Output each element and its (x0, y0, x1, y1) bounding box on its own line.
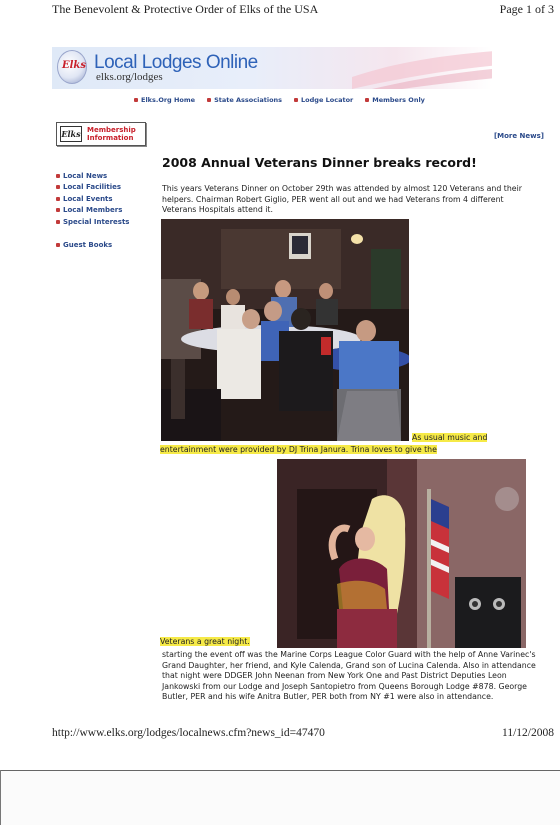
veterans-dinner-photo-art (161, 219, 409, 441)
bullet-icon (56, 208, 60, 212)
scan-edge (0, 770, 560, 825)
side-nav (56, 170, 129, 251)
article-title: 2008 Annual Veterans Dinner breaks record! (162, 155, 477, 170)
site-banner[interactable] (52, 47, 492, 89)
sidebar-item-local-news[interactable]: Local News (56, 170, 129, 182)
bullet-icon (294, 98, 298, 102)
elks-logo-icon: Elks (57, 50, 87, 84)
membership-line1: Membership (87, 126, 136, 134)
highlight-caption-a: As usual music and (412, 433, 488, 442)
bullet-icon (56, 220, 60, 224)
elks-logo-icon: Elks (60, 126, 82, 142)
scan-edge-line (0, 770, 1, 825)
membership-information-button[interactable] (56, 122, 146, 146)
bullet-icon (207, 98, 211, 102)
banner-title: Local Lodges Online (94, 52, 258, 73)
flag-swoosh-icon (352, 47, 492, 89)
highlight-caption-c: Veterans a great night. (160, 637, 250, 646)
sidebar-item-special-interests[interactable]: Special Interests (56, 216, 129, 228)
dj-performance-photo (277, 459, 526, 648)
dj-performance-photo-art (277, 459, 526, 648)
bullet-icon (56, 243, 60, 247)
bullet-icon (134, 98, 138, 102)
more-news-link[interactable]: [More News] (493, 132, 544, 140)
print-footer-date: 11/12/2008 (502, 727, 554, 739)
bullet-icon (56, 197, 60, 201)
nav-members-only[interactable]: Members Only (365, 96, 425, 104)
nav-state-associations[interactable]: State Associations (207, 96, 282, 104)
nav-lodge-locator[interactable]: Lodge Locator (294, 96, 353, 104)
banner-url: elks.org/lodges (96, 71, 163, 83)
article-paragraph-attendance: starting the event off was the Marine Corps League Color Guard with the help of Anne Varinec's Grand Daughter, her friend, and Kyle Calenda, Grand son of Lucina Calenda. Also in attendance that night were DDGER John Neenan from New York One and Past District Deputies Leon Jankowski from our Lodge and Joseph Santopietro from Queens Borough Lodge #878. George Butler, PER and his wife Anitra Butler, PER both from NY #1 were also in attendance. (162, 650, 536, 702)
membership-line2: Information (87, 134, 134, 142)
nav-elks-home[interactable]: Elks.Org Home (134, 96, 195, 104)
veterans-dinner-photo (161, 219, 409, 441)
print-page-number: Page 1 of 3 (499, 2, 554, 16)
top-nav (134, 96, 425, 104)
bullet-icon (365, 98, 369, 102)
bullet-icon (56, 174, 60, 178)
print-footer-url: http://www.elks.org/lodges/localnews.cfm?news_id=47470 (52, 727, 325, 739)
sidebar-item-local-events[interactable]: Local Events (56, 193, 129, 205)
bullet-icon (56, 185, 60, 189)
print-header-title: The Benevolent & Protective Order of Elks of the USA (52, 2, 319, 16)
sidebar-item-local-members[interactable]: Local Members (56, 205, 129, 217)
sidebar-item-guest-books[interactable]: Guest Books (56, 240, 129, 252)
highlight-caption-b: entertainment were provided by DJ Trina Janura. Trina loves to give the (160, 445, 437, 454)
sidebar-item-local-facilities[interactable]: Local Facilities (56, 182, 129, 194)
article-paragraph-intro: This years Veterans Dinner on October 29th was attended by almost 120 Veterans and their helpers. Chairman Robert Giglio, PER went all out and we had Veterans from 4 different Veterans Hospitals attend it. (162, 184, 522, 215)
